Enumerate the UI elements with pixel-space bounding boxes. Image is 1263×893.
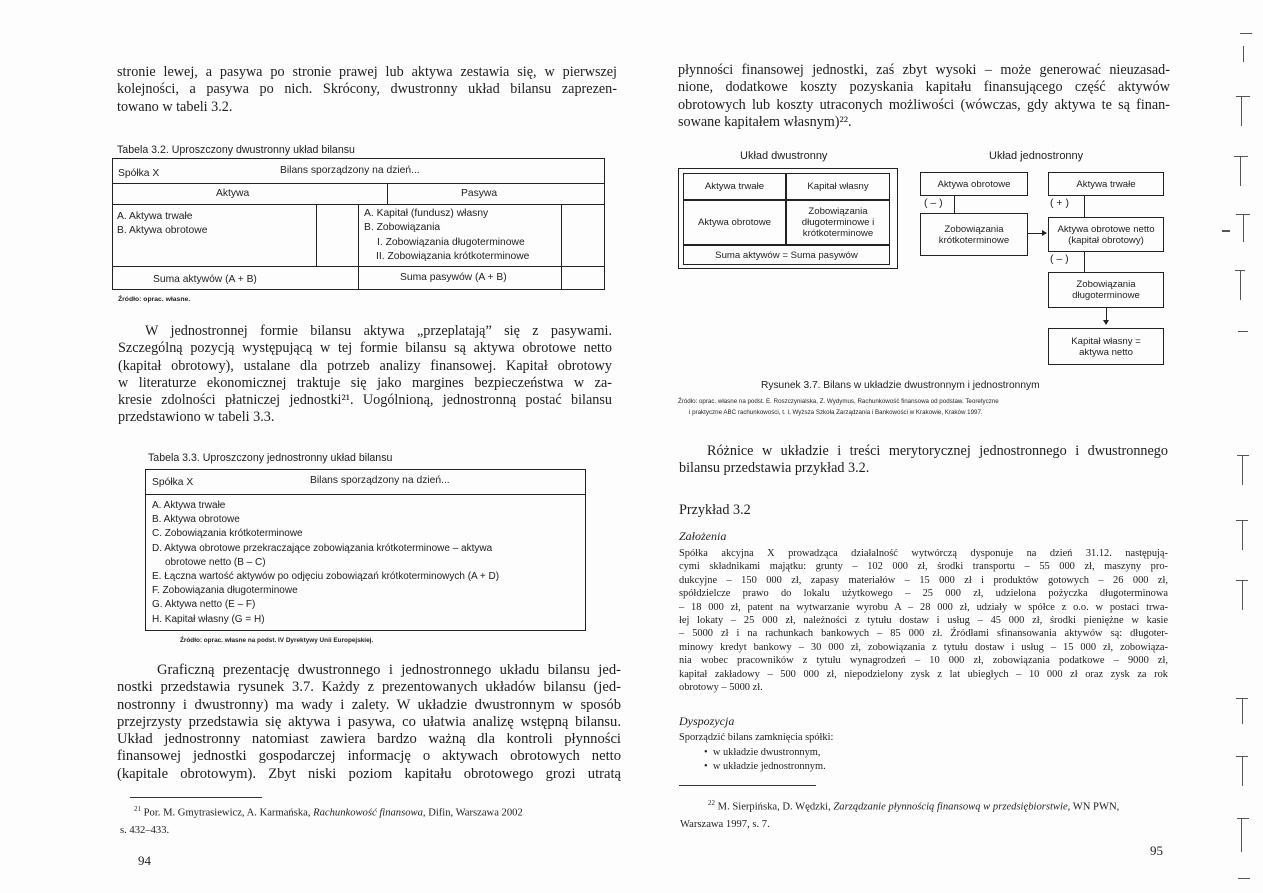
left-footnote: [120, 801, 612, 839]
two-sided-diagram: [678, 168, 898, 269]
footnote-mark: 21: [134, 805, 141, 813]
equity-box: Kapitał własny: [786, 173, 890, 200]
text-line: cymi składnikami majątku: grunty – 102 000 zł, środki transportu – 55 000 zł, maszyny pro-: [679, 561, 1168, 573]
os-short-term-box: Zobowiązania krótkoterminowe: [920, 213, 1028, 256]
text-line: – 18 000 zł, patent na wytwarzanie wyrobu A – 28 000 zł, udziały w spółce z o.o. w postaci trwa-: [679, 601, 1168, 613]
page-number-right: 95: [1150, 843, 1163, 858]
balance-row: D. Aktywa obrotowe przekraczające zobowiązania krótkoterminowe – aktywa: [152, 542, 493, 554]
liabilities-box: Zobowiązania długoterminowe i krótkoterminowe: [786, 200, 890, 245]
text-line: kresie zdolności płatniczej jednostki²¹. Uogólnioną, jednostronną postać bilansu: [118, 392, 612, 409]
liability-item: I. Zobowiązania długoterminowe: [377, 236, 525, 248]
text-line: Układ jednostronny natomiast zawiera bardzo ważną dla kontroli płynności: [117, 731, 621, 748]
os-fixed-assets-box: Aktywa trwałe: [1048, 172, 1164, 196]
table-3-3-title: Tabela 3.3. Uproszczony jednostronny układ bilansu: [148, 452, 393, 464]
text-line: bilansu przedstawia przykład 3.2.: [679, 460, 870, 477]
right-paragraph-2: [679, 443, 1168, 478]
liability-item: II. Zobowiązania krótkoterminowe: [376, 250, 530, 262]
figure-caption: Rysunek 3.7. Bilans w układzie dwustronnym i jednostronnym: [761, 380, 1040, 391]
sum-assets: Suma aktywów (A + B): [153, 274, 257, 285]
footnote-rest: , Difin, Warszawa 2002: [422, 807, 523, 819]
sum-liabilities: Suma pasywów (A + B): [400, 272, 507, 283]
liability-item: B. Zobowiązania: [364, 222, 441, 234]
footnote-authors: M. Sierpińska, D. Wędzki,: [715, 801, 834, 813]
table-date: Bilans sporządzony na dzień...: [310, 475, 450, 486]
balance-row: A. Aktywa trwałe: [152, 500, 226, 511]
text-line: nostki przedstawia rysunek 3.7. Każdy z prezentowanych układów bilansu (jed-: [117, 679, 621, 696]
text-line: w literaturze ekonomicznej traktuje się jako margines bezpieczeństwa w za-: [118, 374, 612, 391]
balance-rows: [152, 499, 499, 627]
text-line: stronie lewej, a pasywa po stronie prawej lub aktywa zestawia się, w pierwszej: [117, 64, 617, 80]
page-number-left: 94: [138, 853, 151, 868]
current-assets-box: Aktywa obrotowe: [683, 200, 786, 245]
asset-item: A. Aktywa trwałe: [117, 211, 193, 222]
text-line: W jednostronnej formie bilansu aktywa „przeplatają” się z pasywami.: [145, 323, 612, 339]
text-line: finansowej jednostki gospodarczej informację o aktywach obrotowych netto: [117, 748, 621, 765]
text-line: nostronny i dwustronny) ma wady i zalety. W układzie dwustronnym w sposób: [117, 696, 621, 713]
os-long-term-box: Zobowiązania długoterminowe: [1048, 272, 1164, 308]
os-net-current-box: Aktywa obrotowe netto (kapitał obrotowy): [1048, 217, 1164, 252]
list-item: • w układzie jednostronnym.: [704, 761, 826, 772]
example-heading: Przykład 3.2: [679, 502, 751, 518]
bullet-icon: •: [704, 747, 713, 758]
balance-row: obrotowe netto (B – C): [165, 556, 266, 568]
os-minus-2: ( – ): [1050, 253, 1069, 265]
text-line: minowy kredyt bankowy – 30 000 zł, zobowiązania z tytułu dostaw i usług – 15 000 zł, zobowiąza-: [679, 641, 1168, 653]
text-line: kolejności, a pasywa po nich. Skrócony, dwustronny układ bilansu zaprezen-: [117, 81, 617, 98]
balance-row: G. Aktywa netto (E – F): [152, 599, 256, 611]
list-item: • w układzie dwustronnym,: [704, 747, 821, 758]
table-company: Spółka X: [118, 168, 160, 179]
bullet-icon: •: [704, 761, 713, 772]
os-minus-1: ( – ): [924, 197, 943, 209]
text-line: spółdzielcze prawo do lokalu użytkowego – 25 000 zł, udzielona pożyczka długoterminowa: [679, 588, 1168, 600]
text-line: (kapitale obrotowym). Zbyt niski poziom kapitału obrotowego grozi utratą: [117, 765, 621, 782]
assets-list: [117, 210, 207, 238]
balance-row: C. Zobowiązania krótkoterminowe: [152, 528, 303, 540]
table-3-2-title: Tabela 3.2. Uproszczony dwustronny układ bilansu: [117, 144, 355, 156]
text-line: kapitał zakładowy – 500 000 zł, niepodzielony zysk z lat ubiegłych – 10 000 zł oraz zysk za rok: [679, 668, 1168, 680]
text-line: nione, dodatkowe koszty pozyskania kapitału finansującego część aktywów: [678, 79, 1170, 96]
figure-source-line: i praktyczne ABC rachunkowości, t. I, Wyższa Szkoła Zarządzania i Bankowości w Krakowie, Kraków 1997.: [689, 409, 983, 416]
footnote-rest: , WN PWN,: [1067, 801, 1120, 813]
left-paragraph-2: [118, 323, 612, 427]
balance-row: B. Aktywa obrotowe: [152, 514, 240, 526]
table-date: Bilans sporządzony na dzień...: [280, 165, 420, 176]
table-company: Spółka X: [152, 477, 194, 488]
text-line: nia wobec pracowników z tytułu wynagrodzeń – 10 000 zł, zobowiązania podatkowe – 9000 zł,: [679, 655, 1168, 667]
text-line: towano w tabeli 3.2.: [117, 98, 233, 115]
footnote-title: Zarządzanie płynnością finansową w przedsiębiorstwie: [833, 801, 1068, 813]
task-bullets: [704, 746, 826, 774]
os-plus: ( + ): [1050, 197, 1069, 209]
assumptions-label: Założenia: [679, 529, 727, 543]
task-text: Sporządzić bilans zamknięcia spółki:: [679, 732, 834, 743]
sum-box: Suma aktywów = Suma pasywów: [683, 245, 890, 265]
balance-row: H. Kapitał własny (G = H): [152, 613, 265, 625]
left-intro-paragraph: [117, 64, 617, 116]
one-sided-title: Układ jednostronny: [989, 150, 1084, 162]
disposition-label: Dyspozycja: [679, 714, 735, 728]
text-line: obrotowy – 5000 zł.: [679, 682, 763, 694]
footnote-rule: [679, 785, 816, 786]
assets-header: Aktywa: [216, 188, 250, 199]
os-current-assets-box: Aktywa obrotowe: [920, 172, 1028, 196]
balance-row: F. Zobowiązania długoterminowe: [152, 585, 298, 597]
right-intro-paragraph: [678, 62, 1170, 131]
text-line: – 5000 zł i na rachunkach bankowych – 85 000 zł. Źródłami sfinansowania aktywów są: długoter-: [679, 628, 1168, 640]
footnote-rule: [130, 797, 262, 798]
text-line: dukcyjne – 150 000 zł, zapasy materiałów – 15 000 zł i produktów gotowych – 26 000 zł,: [679, 574, 1168, 586]
text-line: Szczególną pozycją występującą w tej formie bilansu są aktywa obrotowe netto: [118, 340, 612, 357]
footnote-line: s. 432–433.: [120, 824, 170, 836]
left-paragraph-3: [117, 662, 621, 783]
text-line: Spółka akcyjna X prowadząca działalność wytwórczą dysponuje na dzień 31.12. następują-: [679, 548, 1168, 559]
fixed-assets-box: Aktywa trwałe: [683, 173, 786, 200]
text-line: (kapitał obrotowy), ustalane dla potrzeb analizy finansowej. Kapitał obrotowy: [118, 357, 612, 374]
text-line: Graficzną prezentację dwustronnego i jednostronnego układu bilansu jed-: [157, 662, 621, 678]
text-line: przedstawiono w tabeli 3.3.: [118, 409, 275, 426]
right-footnote: [680, 795, 1168, 833]
figure-source-line: Źródło: oprac. własne na podst. E. Roszczynialska, Z. Wydymus, Rachunkowość finansowa od podstaw. Teoretyczne: [678, 398, 999, 405]
text-line: płynności finansowej jednostki, zaś zbyt wysoki – może generować nieuzasad-: [678, 62, 1170, 78]
liability-item: A. Kapitał (fundusz) własny: [364, 208, 489, 219]
footnote-mark: 22: [708, 799, 715, 807]
text-line: Różnice w układzie i treści merytorycznej jednostronnego i dwustronnego: [707, 443, 1168, 459]
liabilities-list: [364, 207, 529, 264]
text-line: łej lokaty – 25 000 zł, należności z tytułu dostaw i usług – 45 000 zł, środki pieniężne w kasie: [679, 615, 1168, 627]
table-3-2-source: Źródło: oprac. własne.: [118, 296, 191, 303]
text-line: sowane kapitałem własnym)²².: [678, 113, 852, 130]
text-line: przejrzysty przedstawia się aktywa i pasywa, co ułatwia analizę wstępną bilansu.: [117, 713, 621, 730]
balance-row: E. Łączna wartość aktywów po odjęciu zobowiązań krótkoterminowych (A + D): [152, 571, 500, 583]
footnote-title: Rachunkowość finansowa: [313, 807, 423, 819]
table-3-3-source: Źródło: oprac. własne na podst. IV Dyrektywy Unii Europejskiej.: [180, 637, 374, 644]
table-3-2: [112, 158, 605, 290]
liabilities-header: Pasywa: [461, 188, 498, 199]
two-sided-title: Układ dwustronny: [740, 150, 828, 162]
os-result-box: Kapitał własny = aktywa netto: [1048, 328, 1164, 365]
asset-item: B. Aktywa obrotowe: [117, 225, 208, 236]
table-3-3: [145, 469, 586, 631]
footnote-line: Warszawa 1997, s. 7.: [680, 818, 770, 830]
footnote-authors: Por. M. Gmytrasiewicz, A. Karmańska,: [141, 807, 314, 819]
example-assumptions: [679, 547, 1168, 694]
text-line: obrotowych lub koszty utraconych możliwości (wówczas, gdy aktywa te są finan-: [678, 96, 1170, 113]
